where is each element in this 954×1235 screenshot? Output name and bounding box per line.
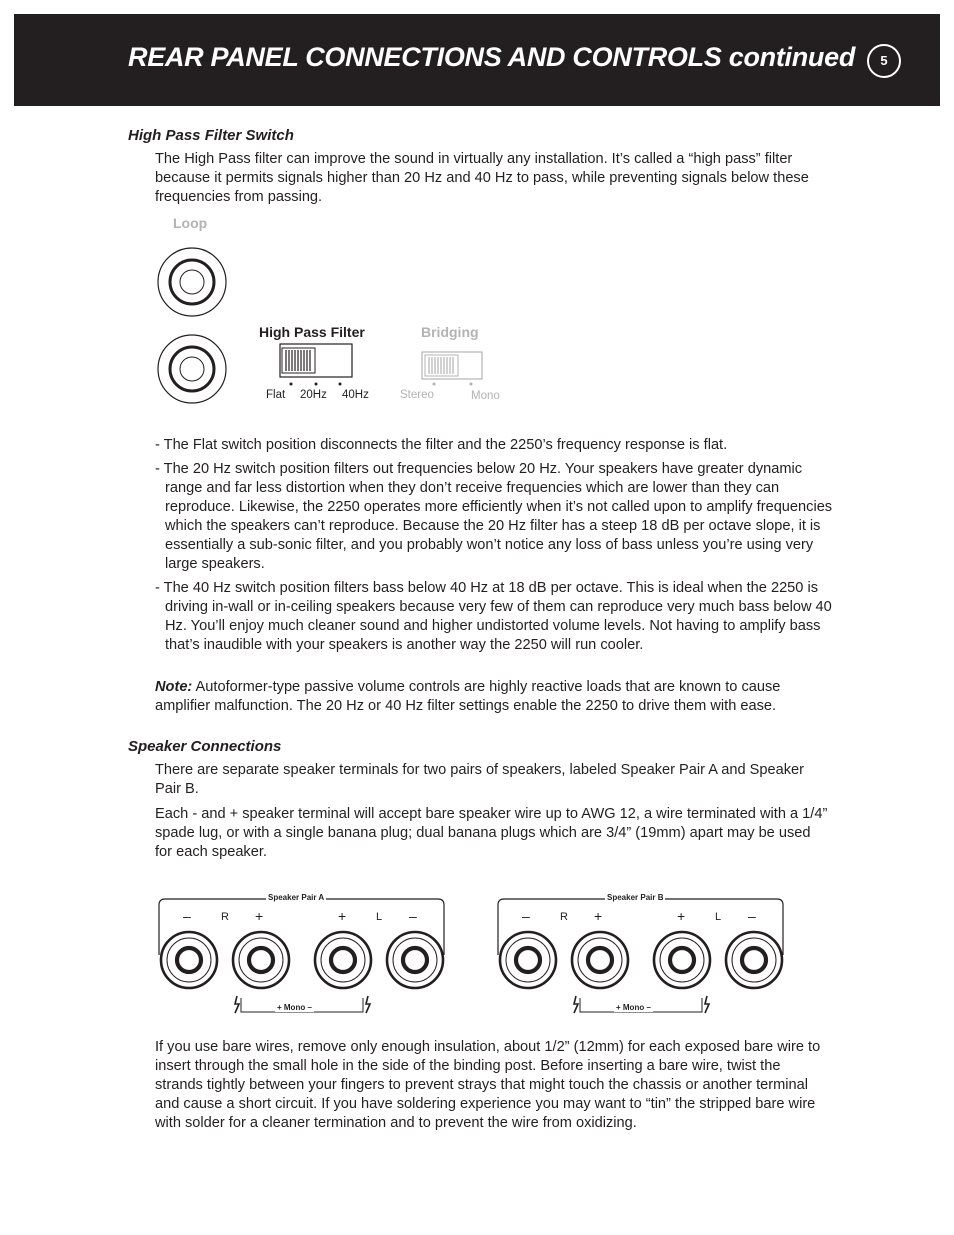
binding-post	[572, 932, 628, 988]
lightning-icon	[705, 996, 709, 1013]
sign-minus: –	[748, 908, 756, 924]
sign-plus: +	[594, 908, 603, 924]
hpf-position-flat: Flat	[266, 389, 286, 401]
sign-plus: +	[677, 908, 686, 924]
sign-plus: +	[255, 908, 264, 924]
hpf-switch-label: High Pass Filter	[259, 324, 365, 340]
bullet-flat: - The Flat switch position disconnects the filter and the 2250’s frequency response is flat.	[155, 437, 728, 453]
speaker-para-2: Each - and + speaker terminal will accept bare speaker wire up to AWG 12, a wire terminated with a 1/4” spade lug, or with a single banana plug; dual banana plugs which are 3/4” (19mm) apart may be used for each speaker.	[155, 806, 828, 860]
bridging-position-stereo: Stereo	[400, 389, 434, 401]
hpf-note	[155, 678, 830, 716]
speaker-pair-b-figure	[494, 895, 789, 1020]
bullet-40hz: - The 40 Hz switch position filters bass below 40 Hz at 18 dB per octave. This is ideal when the 2250 is driving in-wall or in-ceiling speakers because very few of them can reproduce very much bass below 40 Hz. You’ll enjoy much cleaner sound and higher undistorted volume levels. Not having to amplify bass that’s inaudible with your speakers is another way the 2250 will run cooler.	[155, 580, 832, 653]
speaker-pair-b-label: Speaker Pair B	[607, 893, 664, 902]
note-text: Autoformer-type passive volume controls are highly reactive loads that are known to cause amplifier malfunction. The 20 Hz or 40 Hz filter settings enable the 2250 to drive them with ease.	[155, 679, 781, 714]
mono-label: + Mono –	[277, 1003, 312, 1012]
loop-jack-top	[158, 248, 226, 316]
hpf-position-20hz: 20Hz	[300, 389, 327, 401]
sign-r: R	[560, 911, 568, 923]
speaker-pair-a-figure	[155, 895, 450, 1020]
bullet-20hz: - The 20 Hz switch position filters out frequencies below 20 Hz. Your speakers have greater dynamic range and far less distortion when they don’t receive frequencies which are lower than they can reproduce. Likewise, the 2250 operates more efficiently when it’s not called upon to amplify frequencies which the speakers can’t reproduce. Because the 20 Hz filter has a steep 18 dB per octave slope, it is essentially a sub-sonic filter, and you probably won’t notice any loss of bass unless you’re using very large speakers.	[155, 461, 833, 572]
sign-minus: –	[522, 908, 530, 924]
sign-r: R	[221, 911, 229, 923]
loop-jack-bottom	[158, 335, 226, 403]
binding-post	[726, 932, 782, 988]
binding-post	[315, 932, 371, 988]
binding-post	[161, 932, 217, 988]
speaker-para-3: If you use bare wires, remove only enough insulation, about 1/2” (12mm) for each exposed bare wire to insert through the small hole in the side of the binding post. Before inserting a bare wire, twist the strands tightly between your fingers to prevent strays that might touch the chassis or another terminal and cause a short circuit. If you have soldering experience you may want to “tin” the stripped bare wire with solder for a cleaner termination and to prevent the wire from oxidizing.	[155, 1039, 821, 1131]
hpf-intro: The High Pass filter can improve the sound in virtually any installation. It’s called a “high pass” filter because it permits signals higher than 20 Hz and 40 Hz to pass, while preventing signals below these frequencies from passing.	[155, 151, 809, 205]
speaker-para-1: There are separate speaker terminals for two pairs of speakers, labeled Speaker Pair A and Speaker Pair B.	[155, 762, 804, 797]
sign-minus: –	[409, 908, 417, 924]
speaker-heading: Speaker Connections	[128, 738, 282, 755]
binding-post	[654, 932, 710, 988]
sign-l: L	[376, 911, 383, 923]
bridging-switch-label: Bridging	[421, 324, 479, 340]
sign-l: L	[715, 911, 722, 923]
mono-label: + Mono –	[616, 1003, 651, 1012]
sign-minus: –	[183, 908, 191, 924]
lightning-icon	[235, 996, 239, 1013]
lightning-icon	[366, 996, 370, 1013]
page-header	[14, 14, 940, 106]
speaker-pair-a-label: Speaker Pair A	[268, 893, 325, 902]
page-number: 5	[867, 44, 901, 78]
bridging-switch-graphic	[421, 351, 485, 391]
loop-label: Loop	[173, 215, 208, 231]
hpf-heading: High Pass Filter Switch	[128, 127, 294, 144]
note-label: Note:	[155, 679, 193, 695]
loop-jacks-figure	[155, 246, 230, 408]
hpf-position-40hz: 40Hz	[342, 389, 369, 401]
sign-plus: +	[338, 908, 347, 924]
binding-post	[233, 932, 289, 988]
binding-post	[500, 932, 556, 988]
binding-post	[387, 932, 443, 988]
page-title: REAR PANEL CONNECTIONS AND CONTROLS continued	[128, 42, 856, 72]
bridging-position-mono: Mono	[471, 390, 500, 402]
hpf-switch-graphic	[279, 343, 354, 391]
lightning-icon	[574, 996, 578, 1013]
